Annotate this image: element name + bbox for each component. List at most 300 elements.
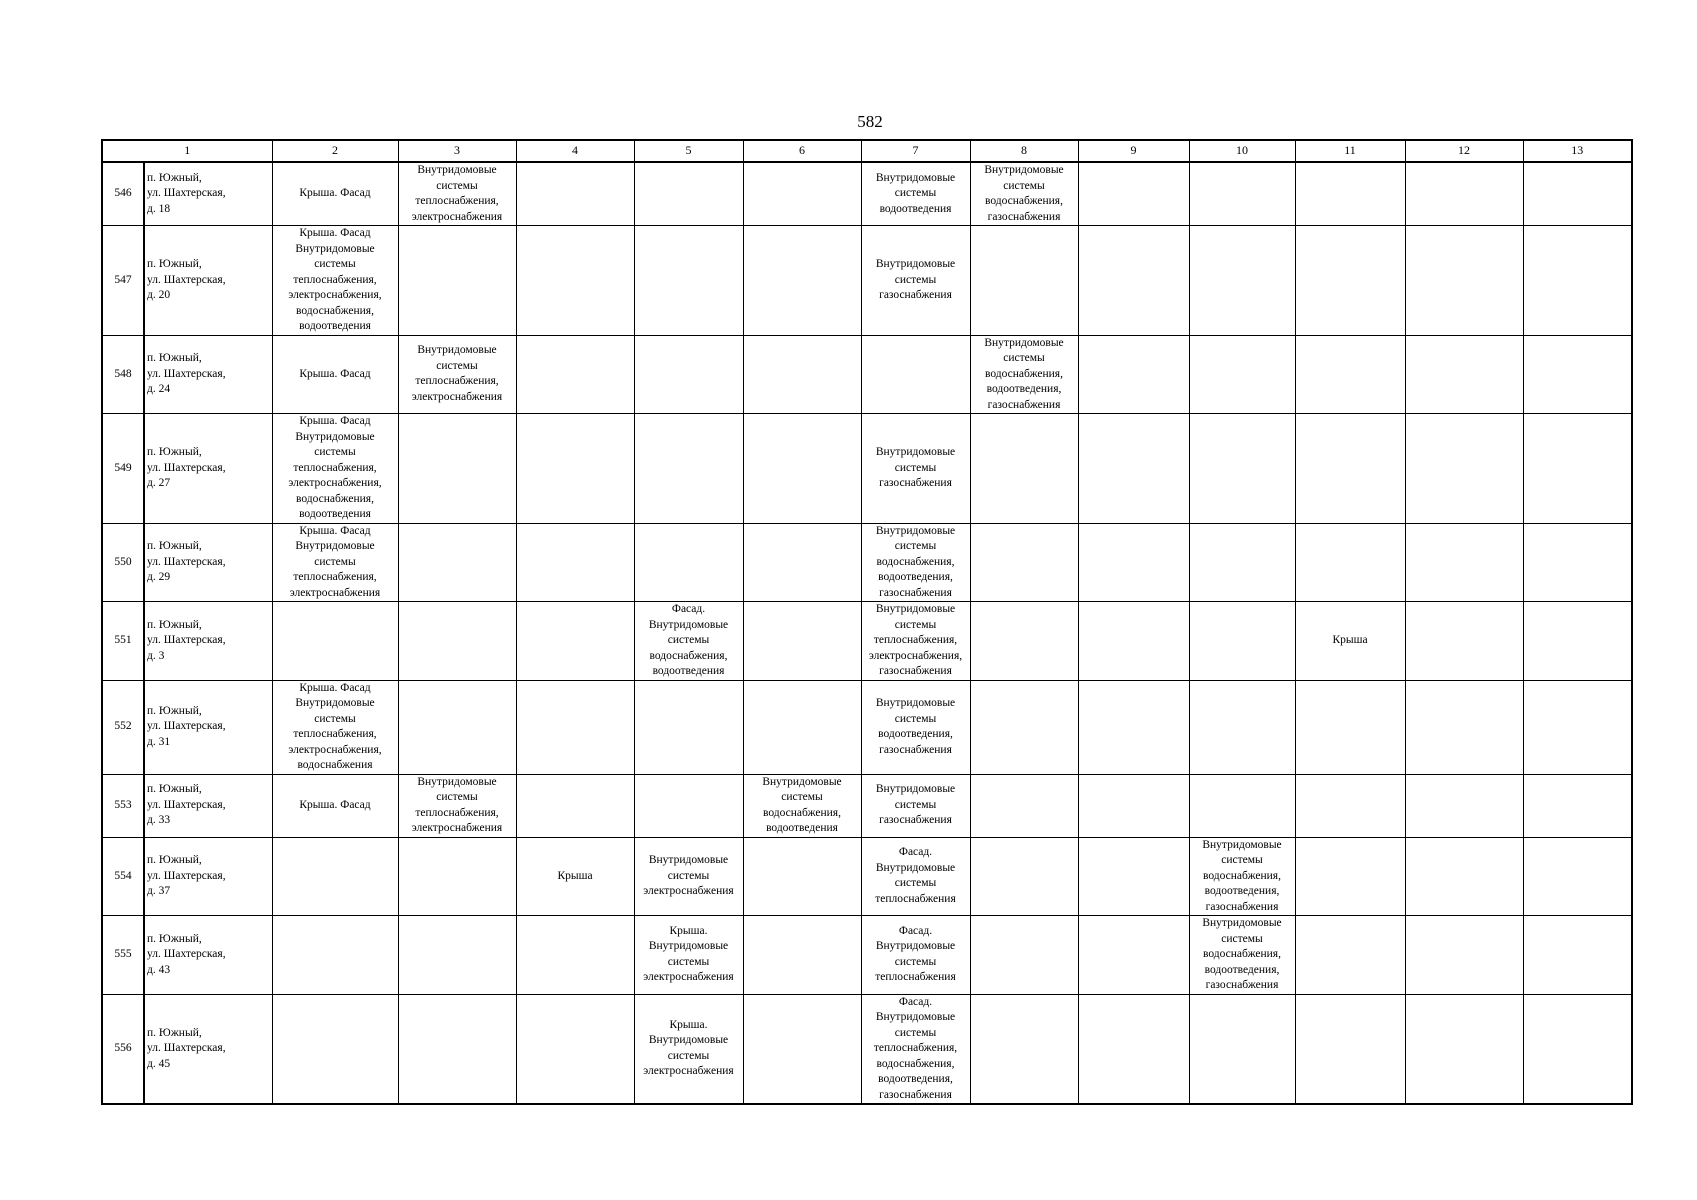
header-cell: 9	[1078, 140, 1189, 162]
work-line: Внутридомовые	[875, 1011, 956, 1023]
address-line: д. 27	[147, 477, 171, 489]
work-line: теплоснабжения,	[873, 634, 958, 646]
work-cell	[861, 226, 970, 336]
work-line: теплоснабжения,	[293, 571, 377, 583]
address-line: п. Южный,	[147, 783, 202, 796]
work-line: Внутридомовые	[295, 540, 375, 552]
work-cell	[272, 680, 398, 774]
header-cell: 12	[1405, 140, 1523, 162]
work-cell	[1405, 226, 1523, 336]
work-cell	[516, 602, 634, 681]
table-row	[102, 523, 1632, 602]
address-cell	[144, 414, 272, 524]
work-cell	[398, 226, 516, 336]
work-cell	[970, 994, 1078, 1104]
work-cell	[1405, 162, 1523, 226]
work-line: Внутридомовые	[1202, 917, 1282, 929]
work-cell	[1078, 523, 1189, 602]
work-cell	[1295, 162, 1405, 226]
row-number: 553	[102, 774, 144, 837]
work-line: Крыша. Фасад	[299, 367, 371, 380]
work-line: электроснабжения,	[288, 743, 382, 756]
work-cell	[634, 523, 743, 602]
work-line: Крыша.	[669, 1018, 708, 1031]
work-cell	[970, 226, 1078, 336]
work-cell	[1189, 837, 1295, 916]
address-cell	[144, 226, 272, 336]
work-line: водоотведения	[766, 822, 838, 834]
work-line: водоотведения,	[878, 571, 953, 583]
work-line: системы	[894, 798, 937, 811]
work-line: газоснабжения	[879, 586, 952, 599]
work-cell	[1078, 916, 1189, 995]
work-line: водоснабжения,	[649, 649, 728, 662]
work-cell	[1405, 414, 1523, 524]
work-line: Крыша	[557, 869, 593, 882]
address-line: ул. Шахтерская,	[147, 948, 226, 960]
address-line: п. Южный,	[147, 258, 202, 270]
address-line: ул. Шахтерская,	[147, 461, 226, 474]
work-line: Внутридомовые	[295, 430, 375, 443]
work-line: теплоснабжения,	[293, 728, 377, 740]
work-line: Крыша. Фасад	[299, 187, 371, 200]
row-number: 550	[102, 523, 144, 602]
work-cell	[1078, 162, 1189, 226]
work-line: Внутридомовые	[875, 603, 956, 615]
work-cell	[272, 162, 398, 226]
table-row	[102, 162, 1632, 226]
address-cell	[144, 680, 272, 774]
work-cell	[516, 680, 634, 774]
work-line: Крыша. Фасад	[299, 681, 371, 694]
address-line: ул. Шахтерская,	[147, 187, 226, 200]
work-line: Фасад.	[898, 995, 933, 1008]
work-cell	[272, 335, 398, 414]
work-cell	[398, 162, 516, 226]
header-cell: 13	[1523, 140, 1632, 162]
work-cell	[398, 414, 516, 524]
work-line: водоотведения,	[878, 1073, 953, 1085]
work-line: системы	[436, 791, 478, 803]
header-cell: 6	[743, 140, 861, 162]
work-line: Крыша. Фасад	[299, 798, 371, 811]
work-cell	[970, 523, 1078, 602]
address-cell	[144, 774, 272, 837]
work-cell	[1295, 916, 1405, 995]
work-cell	[1189, 414, 1295, 524]
work-line: водоотведения,	[878, 728, 953, 740]
work-cell	[272, 226, 398, 336]
work-cell	[398, 680, 516, 774]
work-line: теплоснабжения	[875, 892, 956, 905]
work-cell	[1523, 226, 1632, 336]
work-cell	[1189, 680, 1295, 774]
work-cell	[634, 680, 743, 774]
work-cell	[743, 602, 861, 681]
address-line: п. Южный,	[147, 1026, 202, 1039]
header-cell: 3	[398, 140, 516, 162]
work-cell	[970, 774, 1078, 837]
work-cell	[1523, 602, 1632, 681]
work-cell	[398, 994, 516, 1104]
address-line: ул. Шахтерская,	[147, 869, 226, 882]
work-line: теплоснабжения,	[415, 195, 499, 207]
work-cell	[272, 414, 398, 524]
work-line: Крыша.	[669, 924, 708, 937]
work-cell	[1078, 602, 1189, 681]
work-cell	[398, 523, 516, 602]
table-row	[102, 414, 1632, 524]
address-line: п. Южный,	[147, 446, 202, 458]
work-line: Внутридомовые	[648, 1034, 729, 1047]
work-cell	[398, 916, 516, 995]
address-line: д. 24	[147, 383, 171, 395]
work-cell	[861, 523, 970, 602]
work-line: системы	[894, 273, 937, 286]
work-line: Фасад.	[898, 846, 933, 859]
repair-schedule-table	[101, 139, 1633, 1105]
work-cell	[516, 994, 634, 1104]
work-cell	[743, 916, 861, 995]
work-cell	[743, 837, 861, 916]
work-line: газоснабжения	[1205, 900, 1279, 913]
address-line: п. Южный,	[147, 171, 202, 184]
work-cell	[1523, 523, 1632, 602]
work-line: водоснабжения,	[876, 1057, 955, 1070]
work-cell	[1295, 523, 1405, 602]
work-cell	[743, 335, 861, 414]
work-line: электроснабжения	[411, 210, 503, 223]
row-number: 548	[102, 335, 144, 414]
work-cell	[1405, 602, 1523, 681]
work-cell	[743, 680, 861, 774]
work-line: водоотведения	[299, 320, 371, 332]
work-line: электроснабжения,	[288, 477, 382, 489]
work-line: электроснабжения,	[288, 289, 382, 301]
work-line: системы	[667, 869, 710, 882]
work-cell	[861, 335, 970, 414]
work-cell	[272, 774, 398, 837]
table-row	[102, 994, 1632, 1104]
address-line: ул. Шахтерская,	[147, 634, 226, 646]
work-cell	[398, 602, 516, 681]
work-line: теплоснабжения,	[415, 375, 499, 388]
work-line: водоотведения,	[1204, 963, 1280, 976]
work-line: Внутридомовые	[875, 446, 956, 458]
work-cell	[1078, 774, 1189, 837]
work-line: Внутридомовые	[1202, 838, 1282, 851]
work-cell	[272, 602, 398, 681]
work-line: Внутридомовые	[762, 775, 842, 788]
address-cell	[144, 335, 272, 414]
work-cell	[1295, 680, 1405, 774]
work-line: системы	[436, 179, 478, 192]
work-line: газоснабжения	[987, 210, 1061, 223]
work-cell	[516, 335, 634, 414]
address-line: д. 29	[147, 571, 171, 583]
work-line: системы	[314, 258, 356, 270]
row-number: 556	[102, 994, 144, 1104]
work-line: Внутридомовые	[875, 940, 956, 953]
table-row	[102, 226, 1632, 336]
work-cell	[272, 994, 398, 1104]
work-cell	[1523, 774, 1632, 837]
work-cell	[1189, 226, 1295, 336]
work-cell	[1523, 680, 1632, 774]
work-cell	[1405, 774, 1523, 837]
work-cell	[861, 602, 970, 681]
work-cell	[1189, 602, 1295, 681]
work-cell	[970, 680, 1078, 774]
work-cell	[272, 523, 398, 602]
work-line: водоснабжения,	[1203, 948, 1281, 960]
work-cell	[272, 837, 398, 916]
address-cell	[144, 994, 272, 1104]
work-line: системы	[894, 877, 937, 890]
work-cell	[1189, 162, 1295, 226]
work-cell	[861, 414, 970, 524]
table-body	[102, 162, 1632, 1104]
work-line: Внутридомовые	[875, 697, 956, 709]
work-line: электроснабжения	[643, 885, 734, 897]
work-line: системы	[1221, 854, 1263, 866]
work-cell	[743, 414, 861, 524]
work-cell	[1295, 837, 1405, 916]
work-line: системы	[894, 618, 937, 631]
address-cell	[144, 916, 272, 995]
table-row	[102, 916, 1632, 995]
work-line: системы	[314, 712, 356, 725]
table-row	[102, 680, 1632, 774]
address-line: ул. Шахтерская,	[147, 555, 226, 568]
work-cell	[1523, 162, 1632, 226]
work-line: теплоснабжения	[875, 971, 956, 984]
work-line: газоснабжения	[987, 398, 1061, 411]
work-cell	[1295, 414, 1405, 524]
work-cell	[398, 774, 516, 837]
work-cell	[1078, 680, 1189, 774]
work-cell	[516, 226, 634, 336]
work-cell	[1078, 994, 1189, 1104]
work-line: системы	[1221, 932, 1263, 945]
work-line: электроснабжения	[643, 971, 734, 984]
work-line: системы	[894, 461, 937, 474]
work-cell	[634, 335, 743, 414]
header-cell: 4	[516, 140, 634, 162]
work-line: газоснабжения	[1205, 979, 1279, 991]
work-line: электроснабжения	[411, 390, 503, 403]
header-cell: 7	[861, 140, 970, 162]
table-row	[102, 602, 1632, 681]
work-cell	[1295, 226, 1405, 336]
work-line: Крыша. Фасад	[299, 227, 371, 239]
work-line: водоснабжения,	[296, 492, 374, 505]
address-line: д. 20	[147, 289, 171, 301]
work-cell	[272, 916, 398, 995]
work-cell	[743, 994, 861, 1104]
work-line: водоотведения	[652, 665, 725, 677]
work-cell	[1295, 774, 1405, 837]
address-cell	[144, 523, 272, 602]
work-cell	[516, 837, 634, 916]
row-number: 546	[102, 162, 144, 226]
work-line: системы	[894, 187, 937, 200]
work-cell	[1295, 335, 1405, 414]
work-cell	[1405, 916, 1523, 995]
header-cell: 1	[102, 140, 272, 162]
work-line: газоснабжения	[879, 477, 952, 489]
work-cell	[1523, 994, 1632, 1104]
work-cell	[1189, 916, 1295, 995]
address-line: ул. Шахтерская,	[147, 273, 226, 286]
work-line: электроснабжения,	[868, 649, 963, 662]
address-cell	[144, 162, 272, 226]
work-cell	[634, 994, 743, 1104]
work-cell	[516, 162, 634, 226]
address-line: п. Южный,	[147, 932, 202, 945]
work-line: водоотведения	[879, 202, 952, 215]
work-line: Внутридомовые	[648, 618, 729, 631]
address-line: ул. Шахтерская,	[147, 720, 226, 733]
work-line: Внутридомовые	[295, 697, 375, 709]
work-line: Внутридомовые	[984, 336, 1064, 349]
address-cell	[144, 602, 272, 681]
work-line: Крыша. Фасад	[299, 524, 371, 537]
work-line: системы	[667, 634, 710, 646]
header-cell: 11	[1295, 140, 1405, 162]
work-cell	[634, 162, 743, 226]
work-cell	[970, 414, 1078, 524]
work-cell	[634, 414, 743, 524]
work-cell	[398, 837, 516, 916]
address-cell	[144, 837, 272, 916]
row-number: 554	[102, 837, 144, 916]
work-line: Внутридомовые	[875, 783, 956, 796]
work-cell	[861, 680, 970, 774]
work-line: водоснабжения	[297, 759, 373, 771]
row-number: 547	[102, 226, 144, 336]
address-line: д. 3	[147, 649, 165, 662]
address-line: д. 33	[147, 814, 171, 827]
work-line: системы	[894, 1026, 937, 1039]
work-line: Внутридомовые	[875, 171, 956, 184]
work-cell	[1523, 916, 1632, 995]
work-line: системы	[314, 555, 356, 568]
address-line: д. 43	[147, 963, 171, 976]
work-cell	[1078, 226, 1189, 336]
work-cell	[861, 916, 970, 995]
work-line: водоотведения	[299, 508, 371, 520]
work-cell	[516, 916, 634, 995]
work-line: водоснабжения,	[985, 195, 1063, 207]
address-line: п. Южный,	[147, 618, 202, 631]
work-line: системы	[1003, 179, 1045, 192]
work-line: водоснабжения,	[985, 367, 1063, 380]
header-row	[102, 140, 1632, 162]
header-cell: 5	[634, 140, 743, 162]
address-line: ул. Шахтерская,	[147, 798, 226, 811]
work-cell	[1078, 335, 1189, 414]
work-line: Внутридомовые	[417, 164, 497, 176]
work-line: системы	[781, 791, 823, 803]
work-cell	[1078, 837, 1189, 916]
header-cell: 10	[1189, 140, 1295, 162]
work-cell	[861, 162, 970, 226]
work-line: электроснабжения	[289, 586, 381, 599]
table-row	[102, 837, 1632, 916]
work-cell	[516, 774, 634, 837]
work-line: водоснабжения,	[763, 806, 841, 819]
work-cell	[1523, 335, 1632, 414]
work-cell	[1523, 837, 1632, 916]
work-line: теплоснабжения,	[873, 1042, 958, 1054]
work-line: Внутридомовые	[295, 242, 375, 255]
address-line: д. 31	[147, 735, 171, 748]
header-cell: 2	[272, 140, 398, 162]
header-cell: 8	[970, 140, 1078, 162]
work-cell	[516, 414, 634, 524]
work-cell	[1295, 994, 1405, 1104]
work-line: Внутридомовые	[875, 258, 956, 270]
work-line: системы	[1003, 352, 1045, 364]
work-cell	[1405, 335, 1523, 414]
address-line: п. Южный,	[147, 540, 202, 552]
work-line: системы	[436, 359, 478, 372]
work-cell	[1295, 602, 1405, 681]
work-cell	[1405, 523, 1523, 602]
table-row	[102, 774, 1632, 837]
work-line: теплоснабжения,	[293, 273, 377, 286]
work-cell	[1189, 335, 1295, 414]
work-cell	[1189, 523, 1295, 602]
work-cell	[743, 774, 861, 837]
work-line: газоснабжения	[879, 665, 952, 677]
address-line: п. Южный,	[147, 352, 202, 364]
work-line: газоснабжения	[879, 289, 952, 301]
work-line: Фасад.	[671, 603, 706, 615]
work-line: Внутридомовые	[648, 854, 729, 866]
work-cell	[634, 602, 743, 681]
work-cell	[861, 837, 970, 916]
address-line: д. 45	[147, 1057, 171, 1070]
work-line: теплоснабжения,	[293, 461, 377, 474]
work-line: Внутридомовые	[875, 524, 956, 537]
work-line: системы	[894, 712, 937, 725]
work-cell	[398, 335, 516, 414]
row-number: 552	[102, 680, 144, 774]
work-line: электроснабжения	[643, 1065, 734, 1078]
work-cell	[1523, 414, 1632, 524]
work-line: Крыша. Фасад	[299, 415, 371, 427]
row-number: 555	[102, 916, 144, 995]
work-line: водоснабжения,	[296, 304, 374, 317]
address-line: ул. Шахтерская,	[147, 367, 226, 380]
work-line: Внутридомовые	[875, 861, 956, 874]
work-line: водоотведения,	[1204, 885, 1280, 897]
address-line: ул. Шахтерская,	[147, 1042, 226, 1054]
work-line: водоснабжения,	[1203, 869, 1281, 882]
work-cell	[743, 523, 861, 602]
work-line: системы	[667, 955, 710, 968]
address-line: п. Южный,	[147, 704, 202, 717]
work-cell	[861, 994, 970, 1104]
work-cell	[970, 602, 1078, 681]
work-line: Фасад.	[898, 924, 933, 937]
address-line: д. 18	[147, 202, 171, 215]
work-line: Внутридомовые	[417, 775, 497, 788]
work-cell	[743, 162, 861, 226]
work-cell	[970, 335, 1078, 414]
